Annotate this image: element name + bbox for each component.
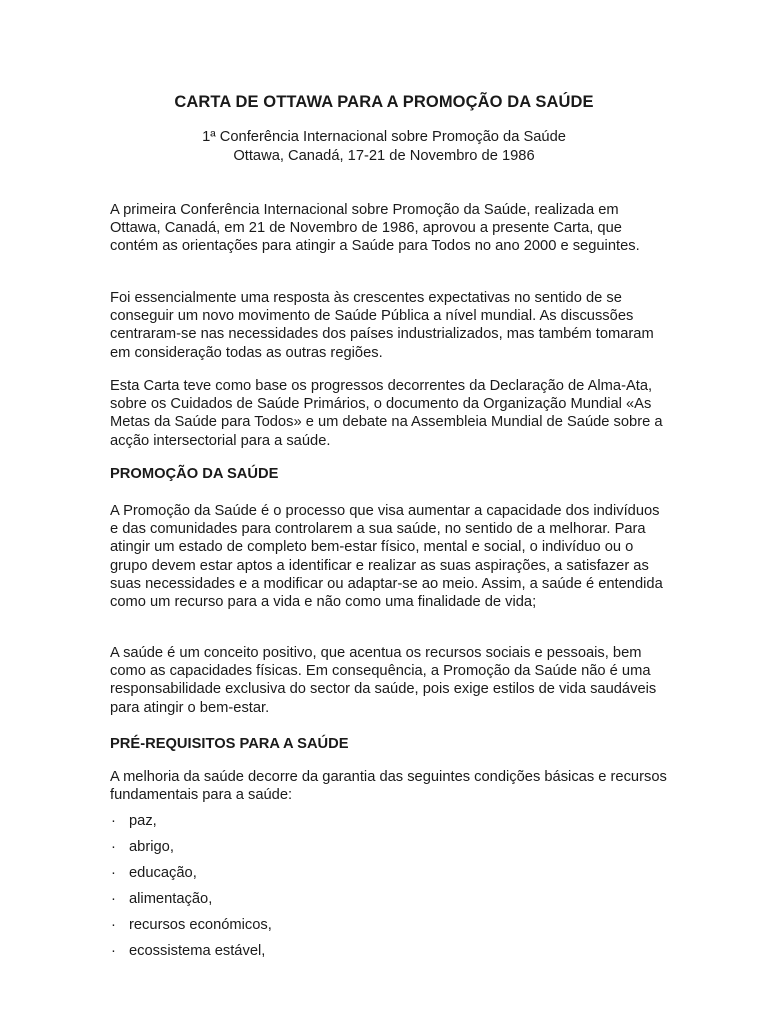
bullet-icon: ·: [111, 865, 116, 881]
bullet-icon: ·: [111, 917, 116, 933]
list-item: [110, 838, 272, 864]
prerequisites-list: [110, 812, 272, 968]
list-item-text: abrigo,: [129, 839, 174, 855]
conference-location-date: Ottawa, Canadá, 17-21 de Novembro de 1986: [233, 148, 535, 164]
list-item: [110, 864, 272, 890]
section-heading-prerequisitos: PRÉ-REQUISITOS PARA A SAÚDE: [110, 736, 349, 752]
list-item-text: ecossistema estável,: [129, 943, 266, 959]
list-item: [110, 916, 272, 942]
conference-name: 1ª Conferência Internacional sobre Promoção da Saúde: [202, 129, 566, 145]
promocao-paragraph-1: A Promoção da Saúde é o processo que visa aumentar a capacidade dos indivíduos e das comunidades para controlarem a sua saúde, no sentido de a melhorar. Para atingir um estado de completo bem-estar físico, mental e social, o indivíduo ou o grupo devem estar aptos a identificar e realizar as suas aspirações, a satisfazer as suas necessidades e a modificar ou adaptar-se ao meio. Assim, a saúde é entendida como um recurso para a vida e não como uma finalidade de vida;: [110, 503, 663, 611]
list-item: [110, 942, 272, 968]
promocao-paragraph-2: A saúde é um conceito positivo, que acentua os recursos sociais e pessoais, bem como as capacidades físicas. Em consequência, a Promoção da Saúde não é uma responsabilidade exclusiva do sector da saúde, pois exige estilos de vida saudáveis para atingir o bem-estar.: [110, 645, 657, 716]
list-item-text: recursos económicos,: [129, 917, 272, 933]
bullet-icon: ·: [111, 943, 116, 959]
intro-paragraph-3: Esta Carta teve como base os progressos decorrentes da Declaração de Alma-Ata, sobre os Cuidados de Saúde Primários, o documento da Organização Mundial «As Metas da Saúde para Todos» e um debate na Assembleia Mundial de Saúde sobre a acção intersectorial para a saúde.: [110, 378, 663, 449]
bullet-icon: ·: [111, 839, 116, 855]
list-item: [110, 812, 272, 838]
prerequisitos-intro: A melhoria da saúde decorre da garantia das seguintes condições básicas e recursos fundamentais para a saúde:: [110, 769, 667, 804]
bullet-icon: ·: [111, 891, 116, 907]
section-heading-promocao: PROMOÇÃO DA SAÚDE: [110, 466, 279, 482]
list-item-text: alimentação,: [129, 891, 213, 907]
intro-paragraph-2: Foi essencialmente uma resposta às crescentes expectativas no sentido de se conseguir um novo movimento de Saúde Pública a nível mundial. As discussões centraram-se nas necessidades dos países industrializados, mas também tomaram em consideração todas as outras regiões.: [110, 290, 654, 361]
list-item: [110, 890, 272, 916]
list-item-text: paz,: [129, 813, 157, 829]
intro-paragraph-1: A primeira Conferência Internacional sobre Promoção da Saúde, realizada em Ottawa, Canadá, em 21 de Novembro de 1986, aprovou a presente Carta, que contém as orientações para atingir a Saúde para Todos no ano 2000 e seguintes.: [110, 202, 640, 255]
document-title: CARTA DE OTTAWA PARA A PROMOÇÃO DA SAÚDE: [174, 93, 594, 111]
list-item-text: educação,: [129, 865, 197, 881]
bullet-icon: ·: [111, 813, 116, 829]
